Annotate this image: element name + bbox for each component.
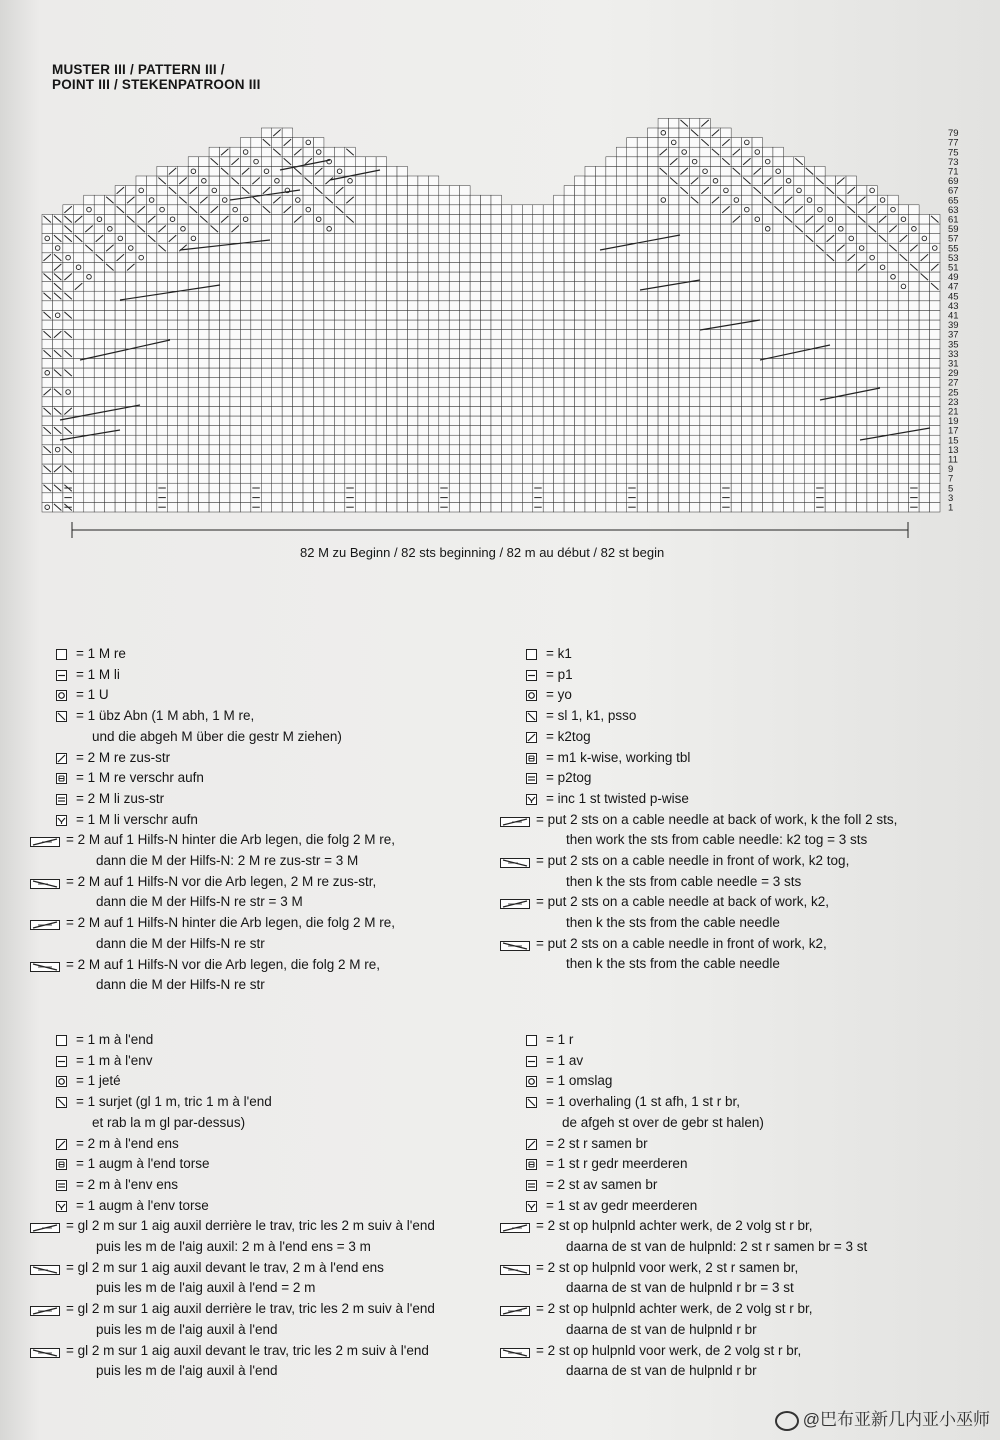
row-number: 77 [948,137,959,149]
row-number: 31 [948,358,959,370]
chart-grid [42,118,940,512]
cable-back-icon [500,897,530,912]
k2tog-symbol-icon [526,731,537,746]
legend-text: dann die M der Hilfs-N re str [96,977,265,993]
yo-symbol-icon [526,689,537,704]
row-number: 29 [948,368,959,380]
legend-text: puis les m de l'aig auxil à l'end = 2 m [96,1280,316,1296]
row-number: 17 [948,425,959,437]
legend-text: = p1 [546,666,573,682]
cable-back-icon [30,918,60,933]
row-number: 73 [948,156,959,168]
legend-text: = 1 surjet (gl 1 m, tric 1 m à l'end [76,1094,272,1110]
legend-text: = 2 st av samen br [546,1176,658,1192]
cable-front-dec-icon [30,877,60,892]
row-number: 59 [948,224,959,236]
m1-symbol-icon [526,1158,537,1173]
legend-english [526,646,966,976]
row-number: 35 [948,339,959,351]
legend-text: et rab la m gl par-dessus) [92,1114,246,1130]
legend-text: = 1 r [546,1032,574,1047]
legend-text: = put 2 sts on a cable needle in front of work, k2, [536,935,827,951]
row-number: 75 [948,147,959,159]
legend-text: then k the sts from cable needle = 3 sts [566,873,802,889]
row-number: 63 [948,204,959,216]
k2tog-symbol-icon [526,1138,537,1153]
legend-text: = put 2 sts on a cable needle at back of work, k the foll 2 sts, [536,811,898,827]
p2tog-symbol-icon [526,1179,537,1194]
width-bracket [72,522,908,538]
legend-text: then work the sts from cable needle: k2 tog = 3 sts [566,832,868,848]
cable-back-dec-icon [500,1221,530,1236]
row-number: 27 [948,377,959,389]
row-number: 37 [948,329,959,341]
weibo-icon [775,1411,799,1431]
inc-twisted-symbol-icon [526,1200,537,1215]
legend-text: = 2 M re zus-str [76,749,171,765]
pattern-title-line2: POINT III / STEKENPATROON III [52,77,261,92]
row-number: 1 [948,502,954,514]
legend-text: = sl 1, k1, psso [546,708,637,724]
legend-text: = 2 st r samen br [546,1135,648,1151]
skpo-symbol-icon [56,1096,67,1111]
k2tog-symbol-icon [56,1138,67,1153]
cable-front-icon [30,960,60,975]
legend-text: puis les m de l'aig auxil à l'end [96,1363,278,1379]
row-number: 47 [948,281,959,293]
inc-twisted-symbol-icon [56,1200,67,1215]
legend-text: dann die M der Hilfs-N re str = 3 M [96,894,303,910]
legend-text: = m1 k-wise, working tbl [546,749,691,765]
row-number: 5 [948,483,954,495]
legend-text: = 1 jeté [76,1073,121,1089]
legend-text: daarna de st van de hulpnld r br [566,1321,757,1337]
p2tog-symbol-icon [56,793,67,808]
legend-text: = 1 av [546,1052,584,1068]
row-number: 15 [948,435,959,447]
cable-back-dec-icon [500,815,530,830]
k1-symbol-icon [56,648,67,663]
row-number: 43 [948,300,959,312]
row-number: 3 [948,492,954,504]
watermark [775,1405,990,1431]
legend-text: = 2 m à l'end ens [76,1135,179,1151]
knitting-chart [0,0,1000,570]
legend-text: = 1 U [76,687,109,703]
legend-text: dann die M der Hilfs-N re str [96,935,265,951]
legend-text: = 1 m à l'env [76,1052,153,1068]
row-number: 57 [948,233,959,245]
legend-text: = 2 M li zus-str [76,790,165,806]
legend-text: = 1 M re [76,646,126,661]
p1-symbol-icon [526,1055,537,1070]
cable-front-icon [500,939,530,954]
legend-text: = put 2 sts on a cable needle in front of work, k2 tog, [536,853,850,868]
legend-text: = 1 st av gedr meerderen [546,1197,698,1213]
legend-text: = 1 M li [76,666,120,682]
legend-text: puis les m de l'aig auxil à l'end [96,1321,278,1337]
legend-french [56,1032,496,1392]
legend-text: = 1 übz Abn (1 M abh, 1 M re, [76,708,255,724]
legend-text: = gl 2 m sur 1 aig auxil derrière le trav, tric les 2 m suiv à l'end [66,1218,435,1234]
row-number: 7 [948,473,954,485]
skpo-symbol-icon [526,1096,537,1111]
m1-symbol-icon [56,772,67,787]
row-number: 51 [948,262,959,274]
legend-german [56,646,496,996]
skpo-symbol-icon [526,710,537,725]
pattern-title-line1: MUSTER III / PATTERN III / [52,62,225,77]
row-number: 39 [948,320,959,332]
legend-text: then k the sts from the cable needle [566,915,780,931]
p1-symbol-icon [526,669,537,684]
p2tog-symbol-icon [526,772,537,787]
row-number: 45 [948,291,959,303]
legend-text: = yo [546,687,572,703]
legend-text: daarna de st van de hulpnld: 2 st r samen br = 3 st [566,1238,868,1254]
row-number: 9 [948,464,954,476]
legend-text: = gl 2 m sur 1 aig auxil devant le trav, tric les 2 m suiv à l'end [66,1342,429,1358]
cable-back-dec-icon [30,1221,60,1236]
legend-text: daarna de st van de hulpnld r br [566,1363,757,1379]
chart-caption: 82 M zu Beginn / 82 sts beginning / 82 m au début / 82 st begin [300,545,665,560]
legend-text: = k1 [546,646,572,661]
chart-row-numbers [948,128,959,513]
legend-text: = 2 m à l'env ens [76,1176,179,1192]
cable-back-dec-icon [30,835,60,850]
legend-text: = 1 M li verschr aufn [76,811,198,827]
row-number: 13 [948,444,959,456]
row-number: 23 [948,396,959,408]
legend-text: = 2 st op hulpnld voor werk, 2 st r samen br, [536,1259,799,1275]
m1-symbol-icon [56,1158,67,1173]
legend-text: = 2 st op hulpnld voor werk, de 2 volg st r br, [536,1342,802,1358]
row-number: 53 [948,252,959,264]
legend-text: = 1 M re verschr aufn [76,770,204,786]
p2tog-symbol-icon [56,1179,67,1194]
yo-symbol-icon [56,1075,67,1090]
legend-text: = 2 st op hulpnld achter werk, de 2 volg st r br, [536,1301,813,1317]
legend-text: = put 2 sts on a cable needle at back of work, k2, [536,894,830,910]
row-number: 33 [948,348,959,360]
row-number: 79 [948,128,959,140]
row-number: 61 [948,214,959,226]
cable-front-dec-icon [500,1263,530,1278]
k1-symbol-icon [526,1034,537,1049]
yo-symbol-icon [526,1075,537,1090]
legend-text: then k the sts from the cable needle [566,956,780,972]
inc-twisted-symbol-icon [526,793,537,808]
yo-symbol-icon [56,689,67,704]
legend-text: = p2tog [546,770,592,786]
row-number: 67 [948,185,959,197]
legend-text: = 2 M auf 1 Hilfs-N hinter die Arb legen, die folg 2 M re, [66,915,396,931]
legend-text: = 2 M auf 1 Hilfs-N hinter die Arb legen, die folg 2 M re, [66,832,396,848]
row-number: 21 [948,406,959,418]
k1-symbol-icon [526,648,537,663]
row-number: 19 [948,416,959,428]
legend-text: dann die M der Hilfs-N: 2 M re zus-str = 3 M [96,852,359,868]
row-number: 41 [948,310,959,322]
cable-front-dec-icon [30,1263,60,1278]
legend-text: = 1 augm à l'env torse [76,1197,209,1213]
row-number: 69 [948,176,959,188]
m1-symbol-icon [526,752,537,767]
row-number: 25 [948,387,959,399]
legend-text: = 1 augm à l'end torse [76,1156,210,1172]
legend-dutch [526,1032,966,1392]
legend-text: = 2 M auf 1 Hilfs-N vor die Arb legen, 2 M re zus-str, [66,873,377,889]
legend-text: = 2 st op hulpnld achter werk, de 2 volg st r br, [536,1218,813,1234]
legend-text: de afgeh st over de gebr st halen) [562,1114,764,1130]
cable-front-dec-icon [500,856,530,871]
legend-text: = 2 M auf 1 Hilfs-N vor die Arb legen, die folg 2 M re, [66,956,381,972]
legend-text: = k2tog [546,728,591,744]
legend-text: = 1 omslag [546,1073,613,1089]
row-number: 49 [948,272,959,284]
row-number: 71 [948,166,959,178]
p1-symbol-icon [56,669,67,684]
legend-text: = gl 2 m sur 1 aig auxil derrière le trav, tric les 2 m suiv à l'end [66,1301,435,1317]
cable-back-icon [500,1304,530,1319]
cable-back-icon [30,1304,60,1319]
row-number: 65 [948,195,959,207]
row-number: 55 [948,243,959,255]
k1-symbol-icon [56,1034,67,1049]
legend-text: = gl 2 m sur 1 aig auxil devant le trav, 2 m à l'end ens [66,1259,384,1275]
legend-text: und die abgeh M über die gestr M ziehen) [92,728,342,744]
watermark-text: @巴布亚新几内亚小巫师 [802,1410,990,1429]
row-number: 11 [948,454,958,466]
skpo-symbol-icon [56,710,67,725]
legend-text: daarna de st van de hulpnld r br = 3 st [566,1280,794,1296]
k2tog-symbol-icon [56,752,67,767]
legend-text: = inc 1 st twisted p-wise [546,790,689,806]
legend-text: puis les m de l'aig auxil: 2 m à l'end ens = 3 m [96,1238,371,1254]
legend-text: = 1 st r gedr meerderen [546,1156,688,1172]
cable-front-icon [30,1346,60,1361]
p1-symbol-icon [56,1055,67,1070]
inc-twisted-symbol-icon [56,814,67,829]
cable-front-icon [500,1346,530,1361]
legend-text: = 1 overhaling (1 st afh, 1 st r br, [546,1094,740,1110]
legend-text: = 1 m à l'end [76,1032,154,1047]
